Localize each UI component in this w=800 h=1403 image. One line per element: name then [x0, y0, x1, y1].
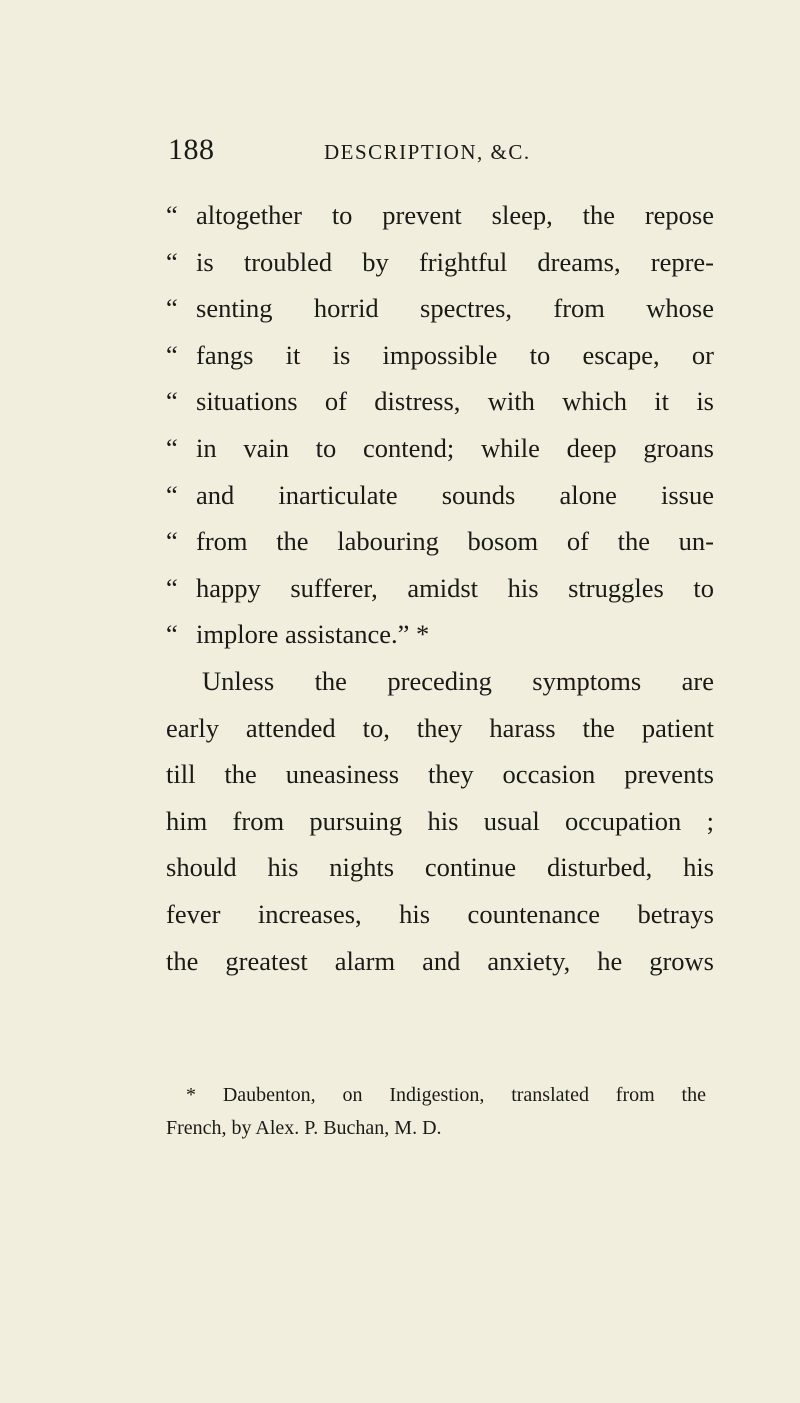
- paragraph-line: fever increases, his countenance betrays: [166, 898, 714, 929]
- quote-line-text: happy sufferer, amidst his struggles to: [196, 572, 714, 603]
- quote-line-text: is troubled by frightful dreams, repre-: [196, 246, 714, 277]
- quote-line: [166, 332, 714, 379]
- footnote-line: French, by Alex. P. Buchan, M. D.: [166, 1117, 442, 1139]
- quote-line-text: implore assistance.” *: [196, 619, 430, 650]
- footnote-line: * Daubenton, on Indigestion, translated from the: [186, 1084, 706, 1106]
- quote-mark: “: [166, 572, 178, 603]
- quote-mark: “: [166, 339, 178, 370]
- quote-mark: “: [166, 619, 178, 650]
- quote-line: [166, 565, 714, 612]
- paragraph-line: should his nights continue disturbed, his: [166, 852, 714, 883]
- quote-mark: “: [166, 293, 178, 324]
- paragraph-line: Unless the preceding symptoms are: [202, 665, 714, 696]
- quote-line-text: in vain to contend; while deep groans: [196, 432, 714, 463]
- quote-mark: “: [166, 386, 178, 417]
- quote-line-text: from the labouring bosom of the un-: [196, 526, 714, 557]
- paragraph-line: early attended to, they harass the patient: [166, 712, 714, 743]
- quote-line: [166, 285, 714, 332]
- body-text: [166, 192, 714, 984]
- quote-line: [166, 239, 714, 286]
- page-header: [168, 130, 588, 170]
- quote-line: [166, 425, 714, 472]
- quote-line: [166, 472, 714, 519]
- paragraph-line: the greatest alarm and anxiety, he grows: [166, 945, 714, 976]
- quote-line-text: fangs it is impossible to escape, or: [196, 339, 714, 370]
- paragraph-line: him from pursuing his usual occupation ;: [166, 805, 714, 836]
- quote-mark: “: [166, 479, 178, 510]
- quote-line-text: senting horrid spectres, from whose: [196, 293, 714, 324]
- quote-line-text: and inarticulate sounds alone issue: [196, 479, 714, 510]
- quote-mark: “: [166, 200, 178, 230]
- quote-mark: “: [166, 246, 178, 277]
- quote-line: [166, 518, 714, 565]
- quote-mark: “: [166, 432, 178, 463]
- paragraph-line: till the uneasiness they occasion prevents: [166, 759, 714, 790]
- quote-line-text: situations of distress, with which it is: [196, 386, 714, 417]
- quote-line: [166, 611, 714, 658]
- running-head: DESCRIPTION, &C.: [324, 140, 531, 164]
- page-number: 188: [168, 133, 215, 166]
- quote-mark: “: [166, 526, 178, 557]
- quote-line-text: altogether to prevent sleep, the repose: [196, 200, 714, 230]
- quote-line: [166, 378, 714, 425]
- footnote: [166, 1079, 706, 1145]
- quote-line: [166, 192, 714, 239]
